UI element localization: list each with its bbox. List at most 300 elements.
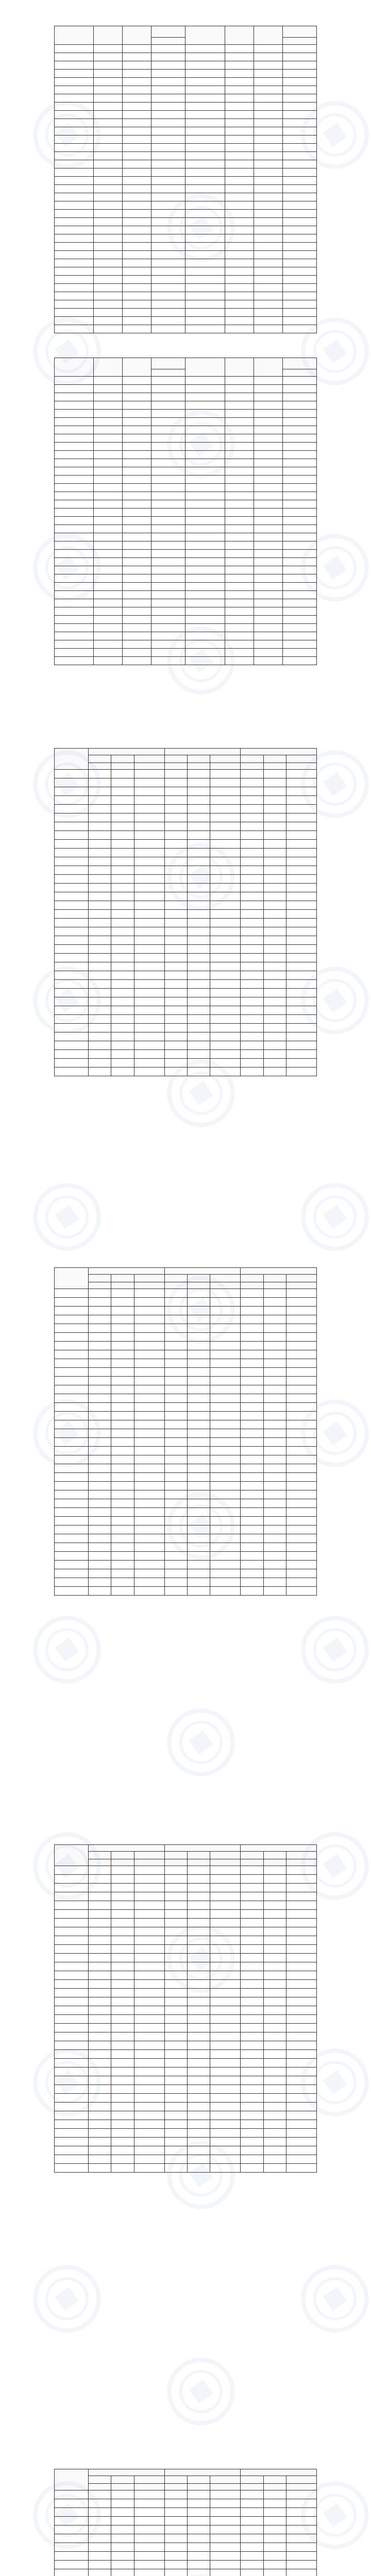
- value-cell: [263, 1482, 286, 1490]
- city-cell: [55, 550, 94, 558]
- city-cell: [55, 267, 94, 276]
- value-cell: [164, 910, 187, 919]
- city-cell: [185, 550, 225, 558]
- value-cell: [210, 1438, 241, 1447]
- table-row: [55, 111, 317, 119]
- value-cell: [94, 525, 123, 533]
- table-section-3: [54, 737, 317, 1076]
- value-cell: [164, 2561, 187, 2569]
- value-cell: [123, 317, 151, 325]
- value-cell: [134, 1587, 164, 1596]
- value-cell: [254, 640, 282, 649]
- value-cell: [134, 1936, 164, 1945]
- value-cell: [94, 152, 123, 160]
- city-cell: [55, 500, 94, 509]
- value-cell: [282, 234, 316, 243]
- city-cell: [55, 1315, 89, 1324]
- table-row: [55, 892, 317, 901]
- city-cell: [185, 599, 225, 607]
- value-cell: [225, 591, 254, 599]
- value-cell: [254, 103, 282, 111]
- value-cell: [241, 989, 263, 997]
- table-row: [55, 259, 317, 267]
- value-cell: [123, 127, 151, 135]
- value-cell: [254, 649, 282, 657]
- city-cell: [185, 276, 225, 284]
- value-cell: [210, 814, 241, 822]
- value-cell: [241, 2076, 263, 2085]
- value-cell: [89, 1490, 111, 1499]
- value-cell: [188, 857, 210, 866]
- city-cell: [55, 591, 94, 599]
- value-cell: [241, 1526, 263, 1534]
- value-cell: [286, 1412, 316, 1420]
- value-cell: [111, 1412, 134, 1420]
- table-row: [55, 144, 317, 152]
- value-cell: [241, 796, 263, 805]
- column-header-base: [282, 38, 316, 45]
- city-cell: [185, 177, 225, 185]
- value-cell: [210, 1490, 241, 1499]
- value-cell: [89, 1578, 111, 1587]
- value-cell: [225, 541, 254, 550]
- city-cell: [185, 583, 225, 591]
- city-cell: [185, 426, 225, 434]
- value-cell: [164, 2155, 187, 2164]
- value-cell: [241, 1892, 263, 1901]
- value-cell: [210, 2155, 241, 2164]
- city-cell: [185, 193, 225, 201]
- value-cell: [134, 2059, 164, 2067]
- value-cell: [89, 2490, 111, 2499]
- value-cell: [241, 1429, 263, 1438]
- city-cell: [55, 1050, 89, 1059]
- value-cell: [254, 616, 282, 624]
- value-cell: [111, 2164, 134, 2173]
- value-cell: [94, 325, 123, 333]
- table-row: [55, 2569, 317, 2576]
- value-cell: [123, 267, 151, 276]
- value-cell: [188, 1342, 210, 1350]
- value-cell: [241, 1561, 263, 1569]
- value-cell: [134, 1032, 164, 1041]
- column-header-base: [286, 1282, 316, 1289]
- value-cell: [164, 1315, 187, 1324]
- value-cell: [263, 2094, 286, 2103]
- value-cell: [282, 451, 316, 459]
- value-cell: [151, 385, 185, 393]
- city-cell: [55, 2517, 89, 2526]
- value-cell: [263, 822, 286, 831]
- value-cell: [134, 849, 164, 857]
- value-cell: [254, 459, 282, 467]
- value-cell: [188, 2120, 210, 2129]
- city-cell: [55, 1927, 89, 1936]
- value-cell: [286, 884, 316, 892]
- value-cell: [151, 583, 185, 591]
- value-cell: [111, 1945, 134, 1954]
- city-cell: [185, 119, 225, 127]
- value-cell: [263, 1508, 286, 1517]
- city-cell: [55, 525, 94, 533]
- table-row: [55, 325, 317, 333]
- table-row: [55, 550, 317, 558]
- value-cell: [286, 1499, 316, 1508]
- value-cell: [210, 1954, 241, 1962]
- table-row: [55, 78, 317, 86]
- value-cell: [241, 1901, 263, 1910]
- value-cell: [286, 1962, 316, 1971]
- value-cell: [164, 831, 187, 840]
- city-cell: [185, 135, 225, 144]
- value-cell: [134, 1482, 164, 1490]
- value-cell: [94, 61, 123, 70]
- value-cell: [188, 1429, 210, 1438]
- table-row: [55, 2103, 317, 2111]
- value-cell: [254, 401, 282, 410]
- city-cell: [185, 160, 225, 168]
- column-header-base: [241, 2484, 263, 2490]
- value-cell: [89, 2103, 111, 2111]
- value-cell: [210, 2508, 241, 2517]
- data-table: [54, 26, 317, 333]
- value-cell: [123, 443, 151, 451]
- value-cell: [111, 2094, 134, 2103]
- value-cell: [210, 1024, 241, 1032]
- city-cell: [185, 451, 225, 459]
- value-cell: [254, 218, 282, 226]
- value-cell: [254, 300, 282, 309]
- value-cell: [188, 1866, 210, 1875]
- value-cell: [151, 624, 185, 632]
- value-cell: [164, 1517, 187, 1526]
- value-cell: [188, 770, 210, 778]
- table-row: [55, 599, 317, 607]
- city-cell: [185, 94, 225, 103]
- table-row: [55, 1041, 317, 1050]
- table-section-1: [54, 14, 317, 333]
- value-cell: [188, 1962, 210, 1971]
- value-cell: [151, 533, 185, 541]
- value-cell: [123, 393, 151, 401]
- value-cell: [210, 1050, 241, 1059]
- value-cell: [111, 1866, 134, 1875]
- value-cell: [225, 616, 254, 624]
- value-cell: [263, 989, 286, 997]
- value-cell: [263, 2508, 286, 2517]
- value-cell: [225, 309, 254, 317]
- table-row: [55, 127, 317, 135]
- city-cell: [55, 1333, 89, 1342]
- value-cell: [286, 2561, 316, 2569]
- table-row: [55, 1989, 317, 1997]
- value-cell: [282, 53, 316, 61]
- value-cell: [111, 1910, 134, 1919]
- city-cell: [55, 1394, 89, 1403]
- value-cell: [188, 1385, 210, 1394]
- column-header-base: [164, 763, 187, 770]
- value-cell: [111, 980, 134, 989]
- value-cell: [94, 443, 123, 451]
- value-cell: [286, 1919, 316, 1927]
- value-cell: [263, 1289, 286, 1298]
- value-cell: [151, 251, 185, 259]
- value-cell: [164, 1024, 187, 1032]
- value-cell: [89, 796, 111, 805]
- value-cell: [225, 111, 254, 119]
- value-cell: [111, 2067, 134, 2076]
- table-row: [55, 624, 317, 632]
- value-cell: [111, 1455, 134, 1464]
- value-cell: [134, 1866, 164, 1875]
- value-cell: [164, 962, 187, 971]
- value-cell: [134, 2032, 164, 2041]
- watermark-mark: [17, 1599, 117, 1700]
- value-cell: [134, 1517, 164, 1526]
- value-cell: [164, 1333, 187, 1342]
- value-cell: [89, 1980, 111, 1989]
- value-cell: [164, 2050, 187, 2059]
- value-cell: [210, 884, 241, 892]
- value-cell: [263, 2490, 286, 2499]
- value-cell: [164, 901, 187, 910]
- value-cell: [188, 1927, 210, 1936]
- value-cell: [164, 1552, 187, 1561]
- value-cell: [263, 1006, 286, 1015]
- value-cell: [210, 2569, 241, 2576]
- city-cell: [55, 1067, 89, 1076]
- table-row: [55, 276, 317, 284]
- value-cell: [164, 1455, 187, 1464]
- value-cell: [225, 300, 254, 309]
- value-cell: [254, 111, 282, 119]
- value-cell: [111, 1350, 134, 1359]
- value-cell: [286, 1041, 316, 1050]
- city-cell: [55, 476, 94, 484]
- table-row: [55, 1050, 317, 1059]
- value-cell: [210, 1041, 241, 1050]
- value-cell: [111, 1438, 134, 1447]
- table-row: [55, 193, 317, 201]
- value-cell: [94, 591, 123, 599]
- value-cell: [94, 111, 123, 119]
- value-cell: [89, 1032, 111, 1041]
- value-cell: [210, 849, 241, 857]
- value-cell: [210, 805, 241, 814]
- value-cell: [241, 2534, 263, 2543]
- city-cell: [185, 309, 225, 317]
- value-cell: [263, 831, 286, 840]
- city-cell: [185, 434, 225, 443]
- value-cell: [188, 1067, 210, 1076]
- value-cell: [89, 2517, 111, 2526]
- value-cell: [94, 550, 123, 558]
- value-cell: [286, 2534, 316, 2543]
- value-cell: [286, 840, 316, 849]
- value-cell: [89, 1350, 111, 1359]
- value-cell: [151, 550, 185, 558]
- value-cell: [188, 997, 210, 1006]
- city-cell: [55, 2094, 89, 2103]
- value-cell: [89, 1359, 111, 1368]
- table-section-2: [54, 346, 317, 665]
- city-cell: [55, 822, 89, 831]
- value-cell: [164, 2085, 187, 2094]
- value-cell: [188, 1526, 210, 1534]
- value-cell: [282, 624, 316, 632]
- value-cell: [164, 2534, 187, 2543]
- value-cell: [188, 1578, 210, 1587]
- value-cell: [188, 1333, 210, 1342]
- value-cell: [134, 2534, 164, 2543]
- value-cell: [164, 954, 187, 962]
- value-cell: [123, 259, 151, 267]
- city-cell: [55, 657, 94, 665]
- value-cell: [134, 840, 164, 849]
- value-cell: [210, 840, 241, 849]
- table-row: [55, 2050, 317, 2059]
- value-cell: [111, 1067, 134, 1076]
- table-row: [55, 234, 317, 243]
- value-cell: [225, 284, 254, 292]
- city-cell: [185, 144, 225, 152]
- table-row: [55, 309, 317, 317]
- city-cell: [185, 317, 225, 325]
- value-cell: [151, 300, 185, 309]
- value-cell: [134, 1324, 164, 1333]
- value-cell: [254, 558, 282, 566]
- value-cell: [225, 509, 254, 517]
- city-cell: [55, 103, 94, 111]
- value-cell: [241, 1455, 263, 1464]
- value-cell: [123, 325, 151, 333]
- column-header-yoy: [254, 358, 282, 377]
- value-cell: [188, 1473, 210, 1482]
- value-cell: [286, 2111, 316, 2120]
- value-cell: [134, 1927, 164, 1936]
- value-cell: [225, 517, 254, 525]
- value-cell: [164, 1927, 187, 1936]
- city-cell: [185, 111, 225, 119]
- value-cell: [225, 632, 254, 640]
- value-cell: [134, 1569, 164, 1578]
- value-cell: [241, 1508, 263, 1517]
- value-cell: [263, 1024, 286, 1032]
- value-cell: [188, 1455, 210, 1464]
- value-cell: [164, 849, 187, 857]
- value-cell: [123, 185, 151, 193]
- value-cell: [210, 2085, 241, 2094]
- table-row: [55, 884, 317, 892]
- city-cell: [55, 1526, 89, 1534]
- value-cell: [286, 1350, 316, 1359]
- table-row: [55, 1884, 317, 1892]
- city-cell: [55, 583, 94, 591]
- city-cell: [55, 558, 94, 566]
- city-cell: [55, 1936, 89, 1945]
- value-cell: [89, 2569, 111, 2576]
- value-cell: [241, 831, 263, 840]
- value-cell: [263, 945, 286, 954]
- value-cell: [210, 936, 241, 945]
- city-cell: [55, 616, 94, 624]
- value-cell: [286, 1420, 316, 1429]
- table-row: [55, 226, 317, 234]
- value-cell: [282, 284, 316, 292]
- city-cell: [55, 1499, 89, 1508]
- table-row: [55, 1464, 317, 1473]
- value-cell: [263, 2129, 286, 2138]
- value-cell: [188, 1499, 210, 1508]
- value-cell: [225, 103, 254, 111]
- value-cell: [151, 78, 185, 86]
- value-cell: [94, 467, 123, 476]
- value-cell: [111, 1578, 134, 1587]
- value-cell: [164, 1447, 187, 1455]
- value-cell: [254, 484, 282, 492]
- value-cell: [111, 1919, 134, 1927]
- value-cell: [111, 814, 134, 822]
- value-cell: [286, 1526, 316, 1534]
- table-row: [55, 910, 317, 919]
- value-cell: [254, 292, 282, 300]
- value-cell: [254, 426, 282, 434]
- table-row: [55, 484, 317, 492]
- value-cell: [94, 185, 123, 193]
- value-cell: [111, 1892, 134, 1901]
- value-cell: [254, 317, 282, 325]
- value-cell: [111, 2076, 134, 2085]
- table-row: [55, 954, 317, 962]
- value-cell: [188, 971, 210, 980]
- value-cell: [282, 541, 316, 550]
- value-cell: [134, 1552, 164, 1561]
- city-cell: [185, 127, 225, 135]
- value-cell: [188, 1892, 210, 1901]
- value-cell: [188, 1910, 210, 1919]
- value-cell: [263, 901, 286, 910]
- value-cell: [111, 2569, 134, 2576]
- value-cell: [111, 901, 134, 910]
- city-cell: [185, 267, 225, 276]
- value-cell: [151, 393, 185, 401]
- value-cell: [134, 1499, 164, 1508]
- value-cell: [164, 2490, 187, 2499]
- value-cell: [225, 410, 254, 418]
- value-cell: [225, 226, 254, 234]
- value-cell: [89, 1324, 111, 1333]
- value-cell: [151, 160, 185, 168]
- table-row: [55, 2120, 317, 2129]
- value-cell: [134, 2552, 164, 2561]
- value-cell: [111, 1059, 134, 1067]
- table-row: [55, 770, 317, 778]
- value-cell: [134, 2120, 164, 2129]
- value-cell: [134, 1006, 164, 1015]
- value-cell: [263, 1971, 286, 1980]
- table-row: [55, 459, 317, 467]
- value-cell: [286, 1997, 316, 2006]
- value-cell: [94, 78, 123, 86]
- value-cell: [164, 989, 187, 997]
- value-cell: [225, 657, 254, 665]
- city-cell: [55, 325, 94, 333]
- value-cell: [188, 1980, 210, 1989]
- table-row: [55, 1997, 317, 2006]
- value-cell: [89, 2111, 111, 2120]
- value-cell: [134, 919, 164, 927]
- value-cell: [123, 144, 151, 152]
